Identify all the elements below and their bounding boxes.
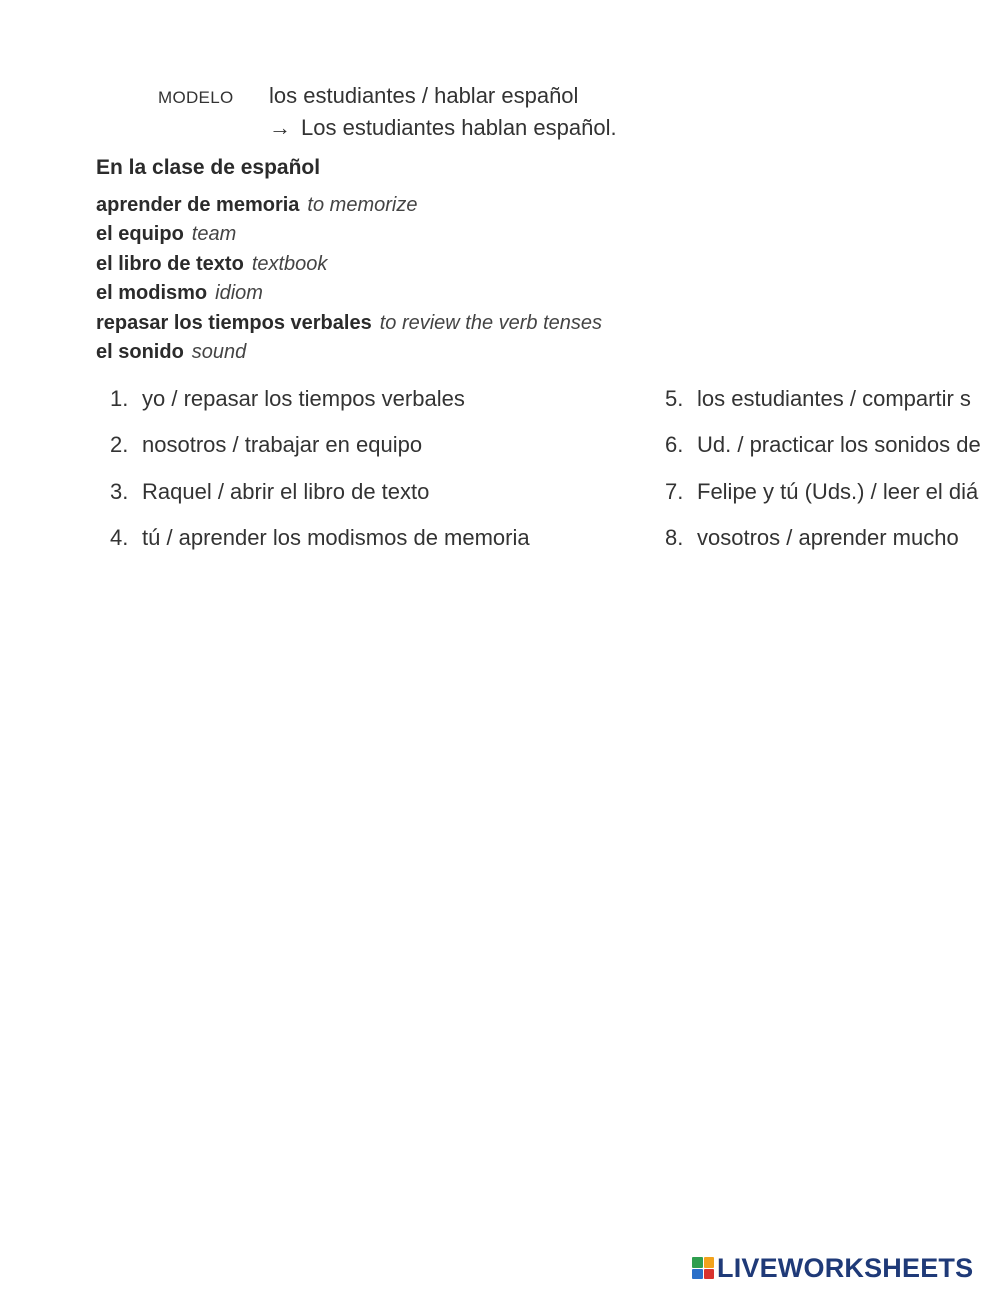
exercise-item-1: [110, 386, 465, 412]
vocab-definition: sound: [191, 340, 247, 363]
arrow-icon: →: [269, 115, 291, 140]
vocab-definition: team: [191, 223, 237, 246]
vocab-item: [96, 191, 602, 220]
modelo-answer-line: [269, 115, 617, 141]
vocab-term: el libro de texto: [96, 252, 244, 275]
vocab-item: [96, 220, 602, 249]
exercise-text: tú / aprender los modismos de memoria: [142, 525, 530, 550]
vocab-definition: to review the verb tenses: [379, 311, 603, 334]
exercise-number: 1.: [110, 386, 129, 411]
exercise-text: Raquel / abrir el libro de texto: [142, 479, 430, 504]
exercise-number: 5.: [665, 386, 684, 411]
modelo-label: MODELO: [158, 88, 234, 107]
exercise-item-8: [665, 525, 1000, 551]
exercise-item-7: [665, 479, 1000, 505]
exercise-text: los estudiantes / compartir s: [697, 386, 971, 411]
exercise-number: 3.: [110, 479, 129, 504]
exercise-text: nosotros / trabajar en equipo: [142, 432, 423, 457]
exercise-item-3: [110, 479, 429, 505]
vocab-list: [96, 191, 602, 367]
logo-square-green: [692, 1257, 703, 1268]
vocab-term: el equipo: [96, 223, 184, 246]
vocab-term: repasar los tiempos verbales: [96, 311, 372, 334]
modelo-prompt: los estudiantes / hablar español: [269, 83, 579, 108]
exercise-item-4: [110, 525, 530, 551]
exercise-number: 8.: [665, 525, 684, 550]
vocab-term: el modismo: [96, 282, 208, 305]
vocab-term: aprender de memoria: [96, 194, 300, 216]
liveworksheets-brand[interactable]: [692, 1252, 973, 1284]
vocab-definition: to memorize: [307, 194, 418, 216]
modelo-answer: Los estudiantes hablan español.: [301, 115, 617, 140]
vocab-item: [96, 338, 602, 367]
vocab-title: En la clase de español: [96, 156, 321, 179]
exercise-text: Felipe y tú (Uds.) / leer el diá: [697, 479, 979, 504]
vocab-item: [96, 250, 602, 279]
exercise-text: yo / repasar los tiempos verbales: [142, 386, 465, 411]
exercise-number: 7.: [665, 479, 684, 504]
exercise-number: 2.: [110, 432, 129, 457]
exercise-item-6: [665, 432, 1000, 458]
liveworksheets-logo-icon: [692, 1257, 714, 1279]
logo-square-blue: [692, 1269, 703, 1280]
brand-text: LIVEWORKSHEETS: [717, 1252, 974, 1283]
vocab-item: [96, 309, 602, 338]
logo-square-red: [704, 1269, 715, 1280]
vocab-definition: idiom: [215, 282, 263, 305]
exercise-item-2: [110, 432, 422, 458]
exercise-item-5: [665, 386, 1000, 412]
exercise-number: 6.: [665, 432, 684, 457]
exercise-text: Ud. / practicar los sonidos de: [697, 432, 981, 457]
logo-square-orange: [704, 1257, 715, 1268]
vocab-term: el sonido: [96, 340, 184, 363]
vocab-item: [96, 279, 602, 308]
vocab-definition: textbook: [251, 252, 328, 275]
exercise-number: 4.: [110, 525, 129, 550]
exercise-text: vosotros / aprender mucho: [697, 525, 959, 550]
